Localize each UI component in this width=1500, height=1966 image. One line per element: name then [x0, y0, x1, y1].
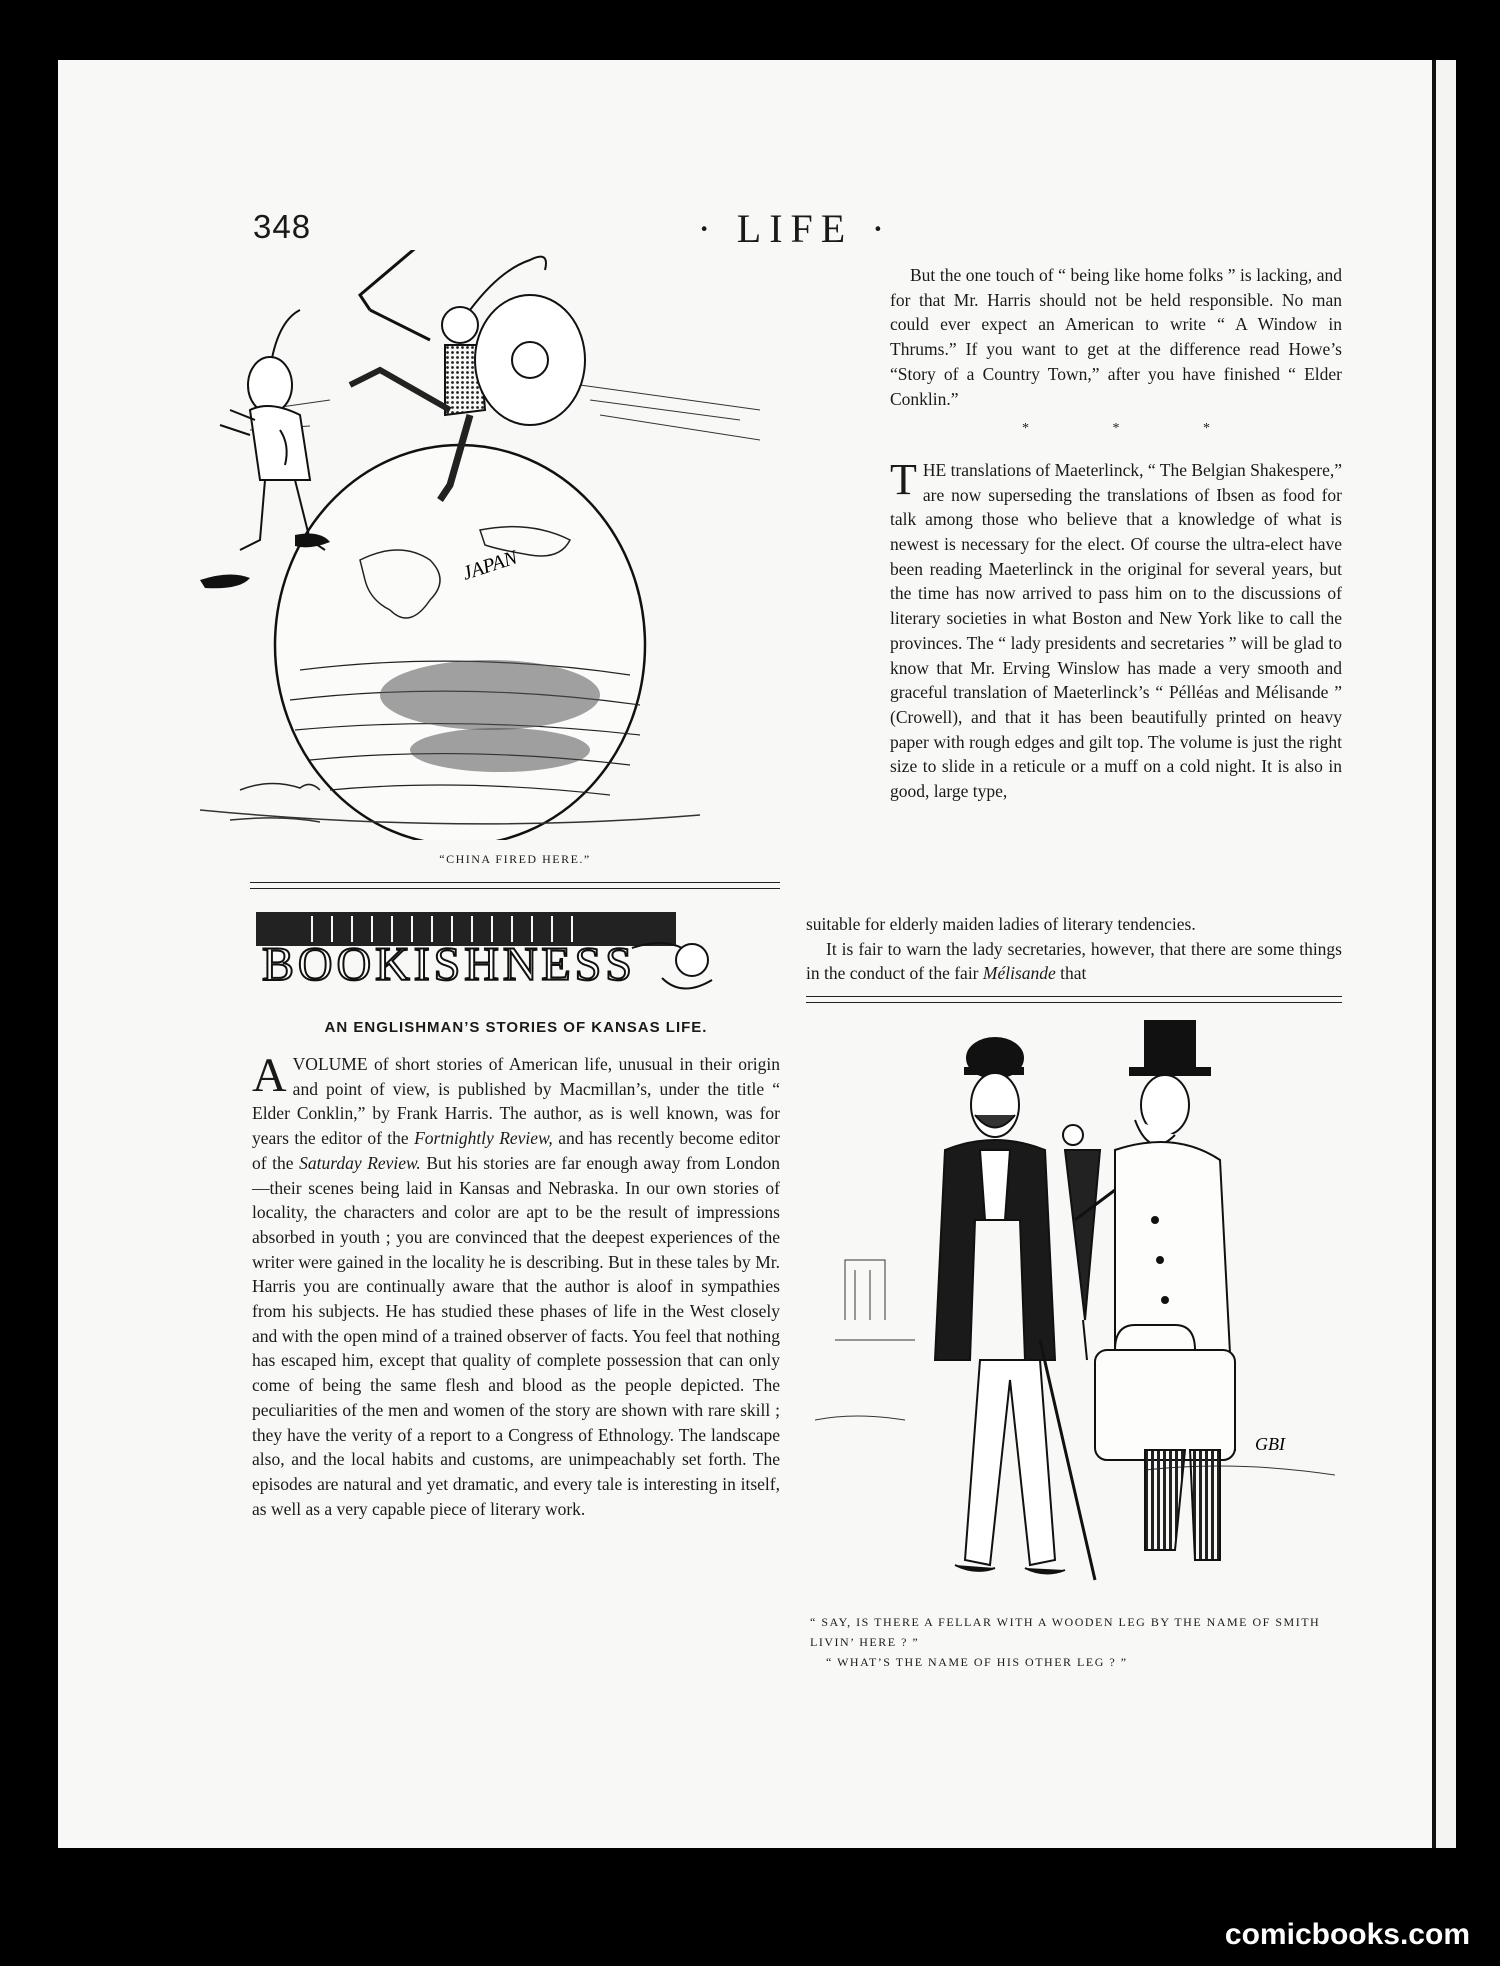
wooden-leg-cartoon [815, 1020, 1335, 1600]
right-paragraph-1: But the one touch of “ being like home folks ” is lacking, and for that Mr. Harris should not be held responsible. No man could ever expect an American to write “ A Window in Thrums.” If you want to get at the difference read Howe’s “Story of a Country Town,” after you have finished “ Elder Conklin.” [890, 265, 1342, 409]
review-heading: AN ENGLISHMAN’S STORIES OF KANSAS LIFE. [324, 1019, 708, 1036]
review-dropcap: A [252, 1049, 287, 1102]
bookishness-banner [252, 908, 720, 1008]
artist-signature-top [240, 783, 320, 790]
banner-title: BOOKISHNESS [262, 938, 632, 991]
page-number: 348 [253, 208, 312, 245]
top-cartoon-caption: “CHINA FIRED HERE.” [439, 852, 591, 866]
section-asterisks: * * * [1022, 421, 1250, 437]
review-paragraph: A VOLUME of short stories of American life, unusual in their origin and point of view, is published by Macmillan’s, under the title “ Elder Conklin,” by Frank Harris. The author, as is well known, was for years the editor of the Fortnightly Review, and has recently become editor of the Saturday Review. But his stories are far enough away from London—their scenes being laid in Kansas and Nebraska. In our own stories of locality, the characters and color are apt to be the result of impressions absorbed in youth ; you are convinced that the deepest experiences of the writer were gained in the locality he is describing. But in these tales by Mr. Harris you are continually aware that the author is aloof in sympathies from his subjects. He has studied these phases of life in the West closely and with the open mind of a trained observer of facts. You feel that nothing has escaped him, except that quality of complete possession that can only come of being the same flesh and blood as the people depicted. The peculiarities of the men and women of the story are shown with rare skill ; they have the verity of a report to a Congress of Ethnology. The landscape also, and the local habits and customs, are unimpeachably set forth. The episodes are natural and yet dramatic, and every tale is interesting in itself, as well as a very capable piece of literary work. [252, 1049, 780, 1519]
right-paragraph-3: It is fair to warn the lady secretaries, however, that there are some things in the conduct of the fair Mélisande that [806, 938, 1342, 984]
section-rule [250, 882, 780, 883]
globe-label: JAPAN [459, 546, 521, 585]
right-column-top [890, 263, 1342, 804]
caption-line-2: “ WHAT’S THE NAME OF HIS OTHER LEG ? ” [826, 1655, 1128, 1669]
next-page-edge [1436, 60, 1456, 1848]
watermark: comicbooks.com [1224, 1918, 1470, 1951]
right-paragraph-2: THE translations of Maeterlinck, “ The Belgian Shakespere,” are now superseding the translations of Ibsen as food for talk among those who believe that a knowledge of what is newest is necessary for the elect. Of course the ultra-elect have been reading Maeterlinck in the original for several years, but the time has now arrived to pass him on to the discussions of literary societies in what Boston and New York like to call the provinces. The “ lady presidents and secretaries ” will be glad to know that Mr. Erving Winslow has made a very smooth and graceful translation of Maeterlinck’s “ Pélléas and Mélisande ” (Crowell), and that it has been beautifully printed on heavy paper with rough edges and gilt top. The volume is just the right size to slide in a reticule or a muff on a cold night. It is also in good, large type, [890, 454, 1342, 802]
right-paragraph-2-end: suitable for elderly maiden ladies of literary tendencies. [806, 914, 1196, 934]
artist-signature: GBI [1255, 1434, 1285, 1454]
review-column [252, 1049, 780, 1521]
section-rule-right [806, 996, 1342, 997]
bottom-cartoon-caption [810, 1612, 1345, 1672]
masthead: · LIFE · [697, 206, 893, 251]
right-column-wide [806, 912, 1342, 986]
right-dropcap: T [890, 454, 917, 504]
china-japan-cartoon [200, 250, 790, 840]
caption-line-1: “ SAY, IS THERE A FELLAR WITH A WOODEN LEG BY THE NAME OF SMITH LIVIN’ HERE ? ” [810, 1615, 1321, 1649]
